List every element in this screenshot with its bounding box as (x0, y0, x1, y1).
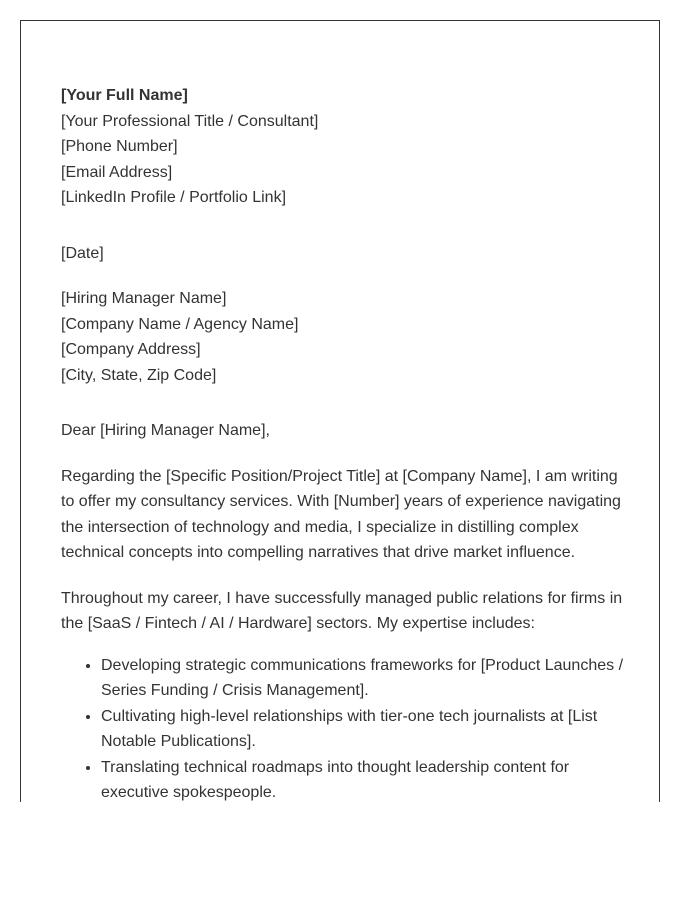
sender-link: [LinkedIn Profile / Portfolio Link] (61, 189, 287, 206)
sender-name: [Your Full Name] (61, 87, 188, 104)
sender-title: [Your Professional Title / Consultant] (61, 112, 319, 130)
letter-body (61, 83, 626, 802)
experience-paragraph: Throughout my career, I have successfully managed public relations for firms in the [SaaS / Fintech / AI / Hardware] sectors. My expertise includes: (61, 589, 623, 632)
recipient-city: [City, State, Zip Code] (61, 366, 217, 384)
sender-phone: [Phone Number] (61, 138, 178, 155)
recipient-address: [Company Address] (61, 341, 201, 358)
expertise-item: • Translating technical roadmaps into thought leadership content for executive spokespeople. (101, 755, 626, 803)
letter-date: [Date] (61, 244, 104, 262)
expertise-item: • Cultivating high-level relationships with tier-one tech journalists at [List Notable Publications]. (101, 704, 626, 755)
sender-email: [Email Address] (61, 163, 173, 181)
sender-block (61, 83, 626, 211)
salutation: Dear [Hiring Manager Name], (61, 422, 270, 439)
expertise-list (61, 653, 626, 803)
recipient-manager: [Hiring Manager Name] (61, 290, 227, 307)
intro-paragraph: Regarding the [Specific Position/Project Title] at [Company Name], I am writing to offer my consultancy services. With [Number] years of experience navigating the intersection of technology and media, I specialize in distilling complex technical concepts into compelling narratives that drive market influence. (61, 467, 621, 561)
expertise-item: • Developing strategic communications frameworks for [Product Launches / Series Funding / Crisis Management]. (101, 653, 626, 704)
letter-page (20, 20, 660, 802)
recipient-block (61, 286, 626, 388)
recipient-company: [Company Name / Agency Name] (61, 315, 299, 333)
